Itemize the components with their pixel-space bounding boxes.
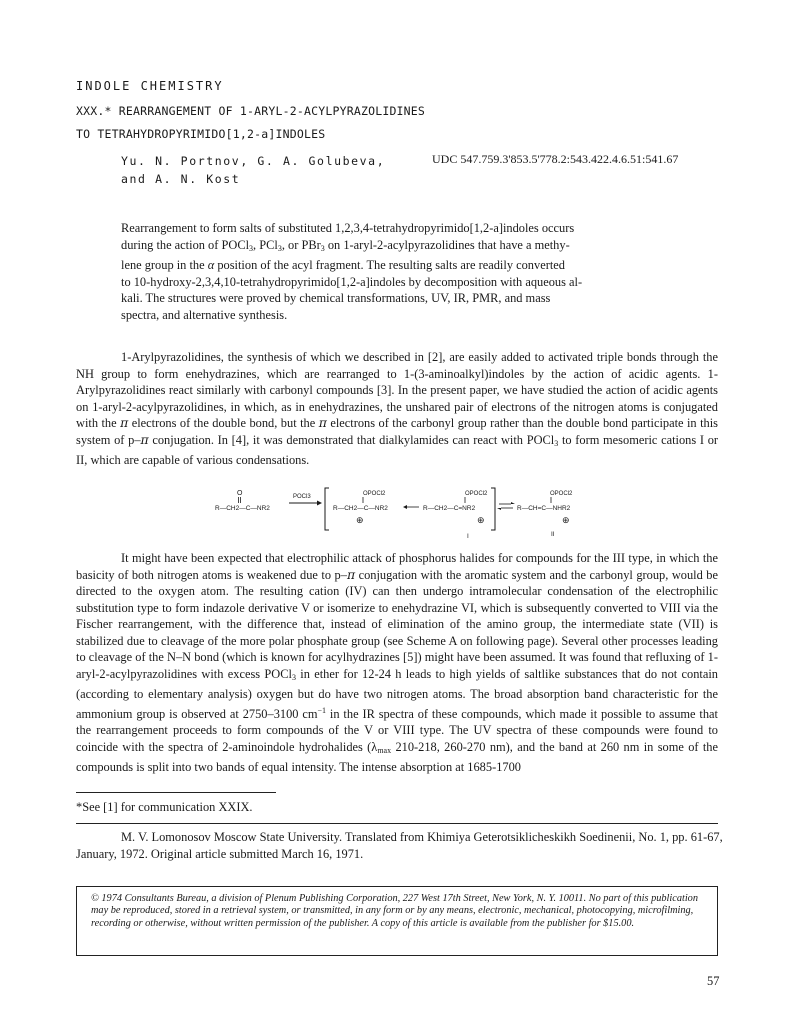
- scheme-reagent: POCl3: [293, 494, 311, 500]
- abstract-line: during the action of POCl$_3$, PCl$_3$, or PBr$_3$ on 1-aryl-2-acylpyrazolidines that have a methy-: [121, 237, 570, 253]
- body-paragraph-2: It might have been expected that electrophilic attack of phosphorus halides for compounds for the III type, in which the basicity of both nitrogen atoms is weakened due to p–π conjugation with the aromatic system and the carbonyl group, would be directed to the oxygen atom. The resulting cation (IV) can then undergo intramolecular condensation of the electrophilic substitution type to form indazole derivative V or isomerize to enehydrazine VI, which is subsequently converted to VIII via the Fischer rearrangement, with the difference that, instead of elimination of the amino group, the intermediate state (VII) is stabilized due to cleavage of the more polar phosphate group (see Scheme A on following page). Several other processes leading to cleavage of the N–N bond (which is known for acylhydrazines [5]) might have been assumed. It was found that refluxing of 1-aryl-2-acylpyrazolidines with excess POCl$_3$ in ether for 12-24 h leads to high yields of saltlike substances that do not contain (according to elementary analysis) oxygen but do have two nitrogen atoms. The broad absorption band characteristic for the ammonium group is observed at 2750–3100 $cm^{-1}$ in the IR spectra of these compounds, which made it possible to assume that the rearrangement proceeds to form compounds of the V or VIII type. The UV spectra of these compounds were found to coincide with the spectra of 2-aminoindole hydrohalides ($\lambda_{max}$ 210-218, 260-270 nm), and the band at 260 nm in some of the compounds is split into two bands of equal intensity. The intense absorption at 1685-1700: [76, 551, 718, 775]
- scheme-carbonyl-oxygen: O: [237, 490, 243, 497]
- reaction-scheme: [215, 486, 595, 540]
- authors-line2: and A. N. Kost: [121, 172, 241, 186]
- affiliation-divider: [76, 823, 718, 824]
- scheme-plus-2: ⊕: [477, 515, 485, 525]
- footnote-divider: [76, 792, 276, 793]
- affiliation: M. V. Lomonosov Moscow State University. Translated from Khimiya Geterotsiklicheskikh Soedinenii, No. 1, pp. 61-67, January, 1972. Original article submitted March 16, 1971.: [76, 830, 723, 861]
- scheme-plus-3: ⊕: [562, 515, 570, 525]
- scheme-plus-1: ⊕: [356, 515, 364, 525]
- footnote: *See [1] for communication XXIX.: [76, 800, 253, 814]
- scheme-label-ii: II: [551, 531, 555, 538]
- page-number: 57: [707, 974, 720, 988]
- udc-code: UDC 547.759.3'853.5'778.2:543.422.4.6.51:541.67: [432, 152, 679, 166]
- scheme-label-i: I: [467, 533, 469, 540]
- authors-line1: Yu. N. Portnov, G. A. Golubeva,: [121, 154, 386, 168]
- scheme-structure-1: R—CH2—C—NR2: [333, 505, 388, 512]
- abstract-line: spectra, and alternative synthesis.: [121, 307, 288, 322]
- scheme-structure-2: R—CH2—C=NR2: [423, 505, 476, 512]
- body-paragraph-1: 1-Arylpyrazolidines, the synthesis of which we described in [2], are easily added to activated triple bonds through the NH group to form enehydrazines, which are rearranged to 1-(3-aminoalkyl)indoles by the action of acidic agents. 1-Arylpyrazolidines react similarly with carbonyl compounds [3]. In the present paper, we have studied the action of acidic agents on 1-aryl-2-acylpyrazolidines, in which, as in enehydrazines, the unshared pair of electrons of the nitrogen atoms is conjugated with the π electrons of the double bond, but the π electrons of the carbonyl group rather than the double bond participate in this system of p–π conjugation. In [4], it was demonstrated that dialkylamides can react with POCl$_3$ to form mesomeric cations I or II, which are capable of various condensations.: [76, 350, 719, 467]
- abstract-line: Rearrangement to form salts of substituted 1,2,3,4-tetrahydropyrimido[1,2-a]indoles occurs: [121, 221, 575, 235]
- article-title-line1: XXX.* REARRANGEMENT OF 1-ARYL-2-ACYLPYRAZOLIDINES: [76, 104, 426, 118]
- abstract: [121, 220, 726, 323]
- copyright-notice: © 1974 Consultants Bureau, a division of Plenum Publishing Corporation, 227 West 17th Street, New York, N. Y. 10011. No part of this publication may be reproduced, stored in a retrieval system, or transmitted, in any form or by any means, electronic, mechanical, photocopying, microfilming, recording or otherwise, without written permission of the publisher. A copy of this article is available from the publisher for $15.00.: [76, 886, 718, 956]
- authors: [121, 152, 385, 188]
- scheme-opocl2-2: OPOCl2: [465, 491, 488, 497]
- scheme-amide: R—CH2—C—NR2: [215, 505, 270, 512]
- series-title: INDOLE CHEMISTRY: [76, 79, 224, 93]
- article-title-line2: TO TETRAHYDROPYRIMIDO[1,2-a]INDOLES: [76, 127, 326, 141]
- scheme-structure-ii: R—CH=C—NHR2: [517, 505, 571, 512]
- scheme-opocl2-1: OPOCl2: [363, 491, 386, 497]
- abstract-line: lene group in the α position of the acyl fragment. The resulting salts are readily converted: [121, 258, 565, 272]
- abstract-line: kali. The structures were proved by chemical transformations, UV, IR, PMR, and mass: [121, 291, 551, 305]
- scheme-opocl2-3: OPOCl2: [550, 491, 573, 497]
- abstract-line: to 10-hydroxy-2,3,4,10-tetrahydropyrimido[1,2-a]indoles by decomposition with aqueous al-: [121, 274, 583, 289]
